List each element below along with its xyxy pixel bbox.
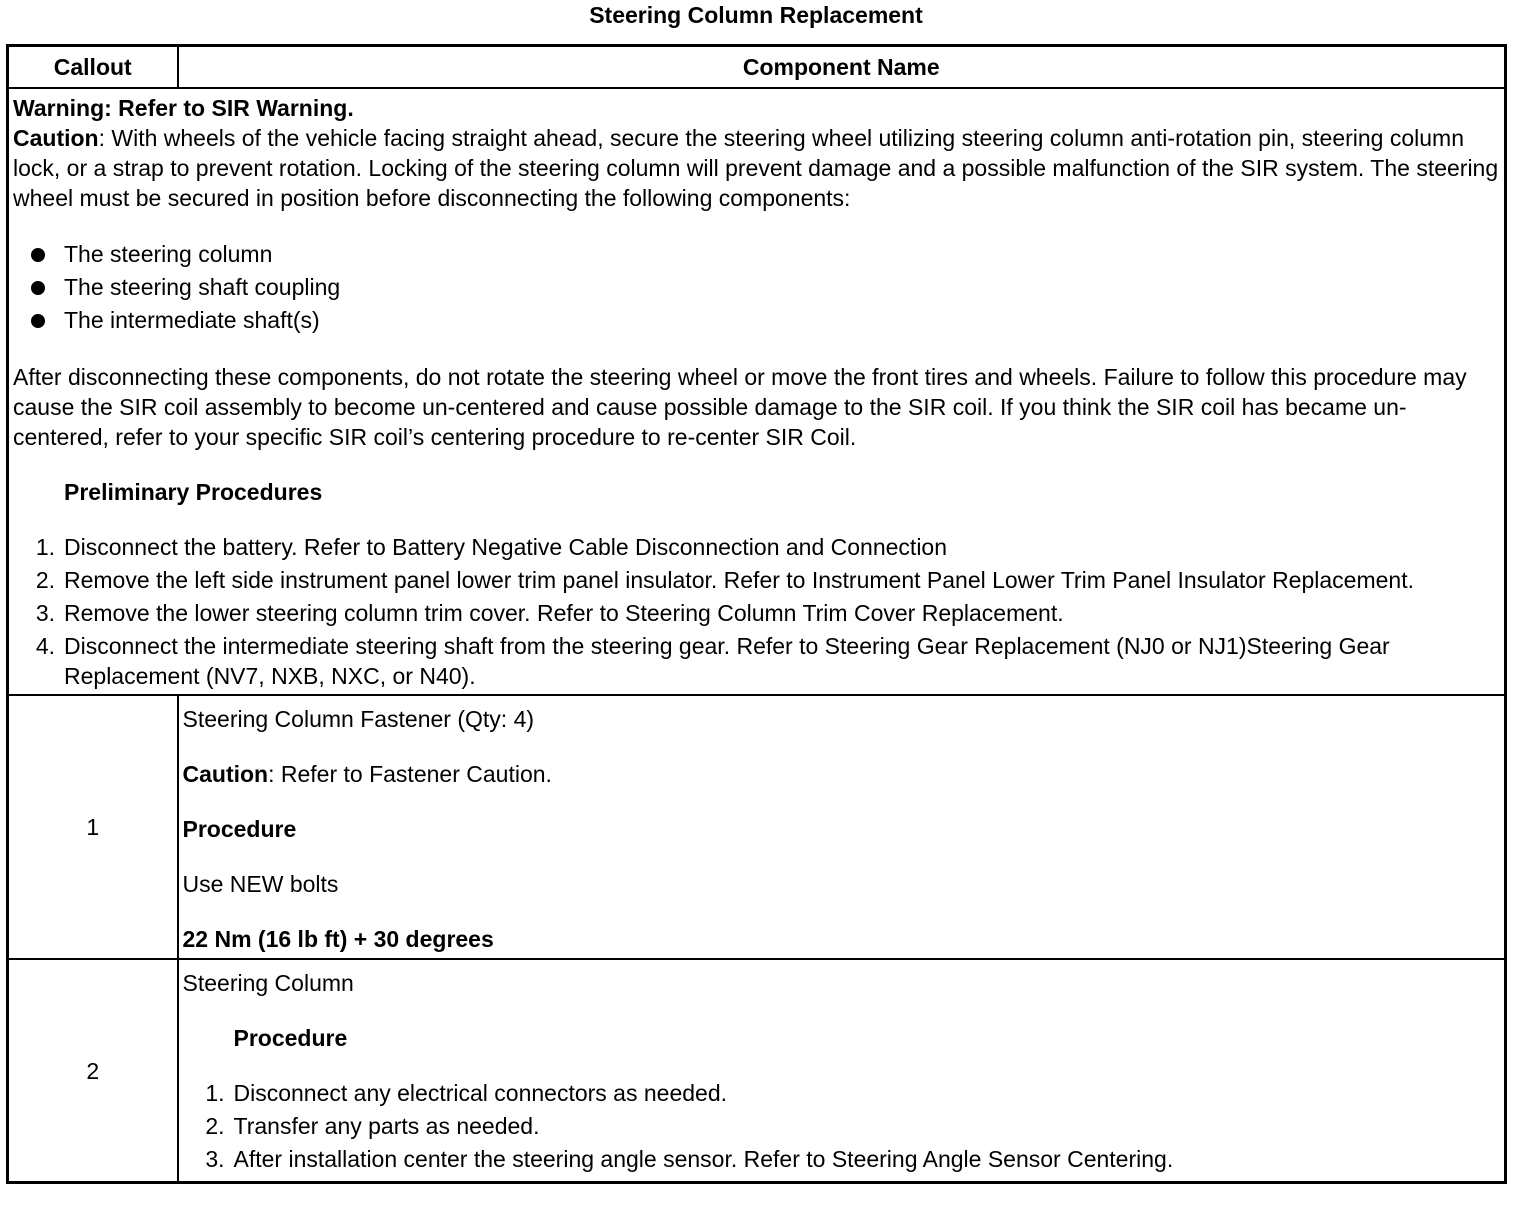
- bullet-text: The intermediate shaft(s): [64, 307, 320, 333]
- step-text: Remove the lower steering column trim cover. Refer to Steering Column Trim Cover Replacement.: [64, 600, 1064, 626]
- step-text: After installation center the steering angle sensor. Refer to Steering Angle Sensor Centering.: [233, 1146, 1174, 1172]
- table-row: [8, 695, 1506, 959]
- list-item: [183, 1144, 1501, 1174]
- component-bullet-list: [13, 238, 1500, 337]
- step-text: Disconnect any electrical connectors as needed.: [233, 1080, 728, 1106]
- instruction-text: Use NEW bolts: [182, 871, 339, 897]
- torque-spec: 22 Nm (16 lb ft) + 30 degrees: [182, 926, 494, 952]
- procedure-heading: Procedure: [233, 1025, 348, 1051]
- step-number: 1.: [35, 534, 55, 560]
- component-cell: [178, 695, 1506, 959]
- caution-text: : Refer to Fastener Caution.: [268, 761, 552, 787]
- caution-paragraph: [13, 123, 1500, 213]
- list-item: [13, 565, 1500, 595]
- caution-label: Caution: [13, 125, 99, 151]
- step-number: 2.: [205, 1113, 225, 1139]
- procedure-heading: Procedure: [182, 816, 297, 842]
- list-item: [13, 238, 1500, 271]
- callout-number: 2: [8, 959, 178, 1183]
- callout-header: Callout: [8, 46, 178, 89]
- header-row: [8, 46, 1506, 89]
- step-text: Transfer any parts as needed.: [233, 1113, 540, 1139]
- bullet-text: The steering column: [64, 241, 273, 267]
- procedure-table: [6, 44, 1507, 1184]
- step-text: Disconnect the battery. Refer to Battery Negative Cable Disconnection and Connection: [64, 534, 948, 560]
- list-item: [13, 271, 1500, 304]
- list-item: [13, 631, 1500, 691]
- caution-label: Caution: [182, 761, 269, 787]
- bullet-icon: [31, 314, 45, 328]
- list-item: [183, 1111, 1501, 1141]
- bullet-icon: [31, 248, 45, 262]
- page-title: Steering Column Replacement: [589, 2, 923, 28]
- list-item: [13, 532, 1500, 562]
- preliminary-procedures-heading: Preliminary Procedures: [64, 479, 323, 505]
- step-number: 2.: [35, 567, 55, 593]
- step-text: Remove the left side instrument panel lower trim panel insulator. Refer to Instrument Panel Lower Trim Panel Insulator Replacement.: [64, 567, 1414, 593]
- step-number: 3.: [205, 1146, 225, 1172]
- table-row: [8, 959, 1506, 1183]
- caution-text: : With wheels of the vehicle facing straight ahead, secure the steering wheel utilizing steering column anti-rotation pin, steering column lock, or a strap to prevent rotation. Locking of the steering column will prevent damage and a possible malfunction of the SIR system. The steering wheel must be secured in position before disconnecting the following components:: [13, 125, 1499, 211]
- procedure-steps-list: [183, 1078, 1501, 1174]
- step-number: 1.: [205, 1080, 225, 1106]
- callout-number: 1: [8, 695, 178, 959]
- after-disconnect-paragraph: After disconnecting these components, do not rotate the steering wheel or move the front tires and wheels. Failure to follow this procedure may cause the SIR coil assembly to become un-centered and cause possible damage to the SIR coil. If you think the SIR coil has became un-centered, refer to your specific SIR coil’s centering procedure to re-center SIR Coil.: [13, 364, 1467, 450]
- intro-row: [8, 88, 1506, 695]
- component-name: Steering Column: [182, 970, 354, 996]
- intro-cell: [8, 88, 1506, 695]
- caution-paragraph: [183, 759, 1501, 789]
- list-item: [13, 304, 1500, 337]
- sir-warning: Warning: Refer to SIR Warning.: [13, 95, 354, 121]
- preliminary-steps-list: [13, 532, 1500, 691]
- step-text: Disconnect the intermediate steering shaft from the steering gear. Refer to Steering Gear Replacement (NJ0 or NJ1)Steering Gear Replacement (NV7, NXB, NXC, or N40).: [64, 633, 1390, 689]
- component-name: Steering Column Fastener (Qty: 4): [182, 706, 535, 732]
- component-cell: [178, 959, 1506, 1183]
- step-number: 4.: [35, 633, 55, 659]
- list-item: [183, 1078, 1501, 1108]
- bullet-icon: [31, 281, 45, 295]
- bullet-text: The steering shaft coupling: [64, 274, 341, 300]
- list-item: [13, 598, 1500, 628]
- step-number: 3.: [35, 600, 55, 626]
- component-name-header: Component Name: [178, 46, 1506, 89]
